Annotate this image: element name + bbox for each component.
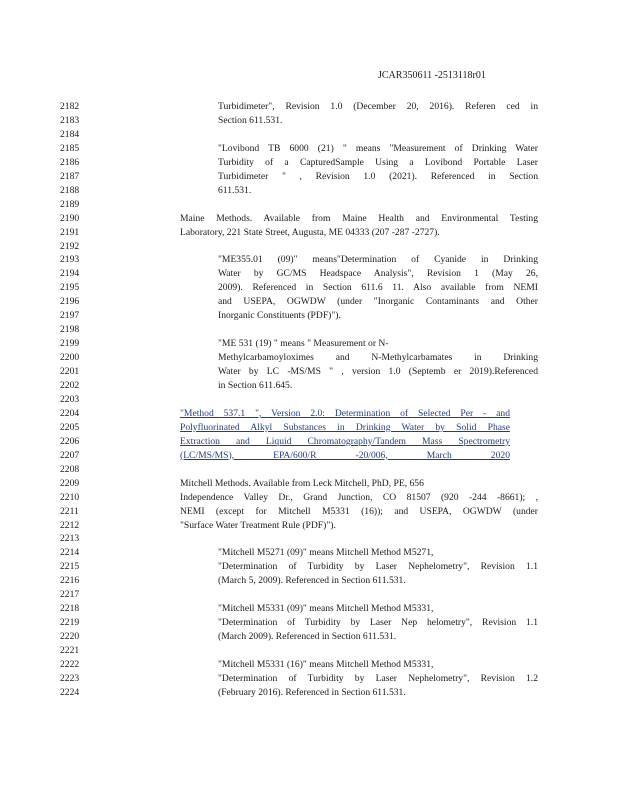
document-line (0, 184, 618, 198)
line-number: 2213 (60, 533, 80, 545)
document-line (0, 672, 618, 686)
line-text: Maine Methods. Available from Maine Health and Environmental Testing (180, 212, 538, 224)
line-text: "ME355.01 (09)" means"Determination of Cyanide in Drinking (218, 254, 538, 266)
document-line (0, 240, 618, 254)
line-number: 2221 (60, 645, 80, 657)
line-number: 2200 (60, 352, 80, 364)
line-number: 2198 (60, 324, 80, 336)
line-number: 2202 (60, 380, 80, 391)
method-537-1-link[interactable]: Extraction and Liquid Chromatography/Tandem Mass Spectrometry (180, 435, 510, 447)
method-537-1-link[interactable]: "Method 537.1 ", Version 2.0: Determination of Selected Per - and (180, 407, 510, 419)
line-number: 2186 (60, 156, 80, 168)
document-line (0, 560, 618, 574)
line-text: Water by GC/MS Headspace Analysis", Revision 1 (May 26, (218, 268, 538, 280)
document-line (0, 505, 618, 519)
line-number: 2206 (60, 435, 80, 447)
line-text: Independence Valley Dr., Grand Junction, CO 81507 (920 -244 -8661); , (180, 491, 538, 503)
line-number: 2184 (60, 128, 80, 140)
line-number: 2210 (60, 491, 80, 503)
line-text: and USEPA, OGWDW (under "Inorganic Contaminants and Other (218, 296, 538, 308)
document-line (0, 142, 618, 156)
document-line (0, 519, 618, 533)
document-line (0, 212, 618, 226)
line-number: 2204 (60, 407, 80, 419)
line-number: 2188 (60, 184, 80, 196)
line-text: 2009). Referenced in Section 611.6 11. Also available from NEMI (218, 282, 538, 294)
document-line (0, 281, 618, 295)
line-text: Methylcarbamoyloximes and N-Methylcarbamates in Drinking (218, 352, 538, 364)
line-text: "Determination of Turbidity by Laser Nephelometry", Revision 1.1 (218, 561, 538, 573)
document-line (0, 198, 618, 212)
line-text: "ME 531 (19) " means " Measurement or N- (218, 338, 389, 350)
document-line (0, 365, 618, 379)
document-line (0, 421, 618, 435)
document-line (0, 491, 618, 505)
line-number: 2215 (60, 561, 80, 573)
document-line (0, 337, 618, 351)
line-text: Turbidimeter " , Revision 1.0 (2021). Referenced in Section (218, 170, 538, 182)
line-number: 2201 (60, 366, 80, 378)
line-text: Turbidimeter", Revision 1.0 (December 20, 2016). Referen ced in (218, 101, 538, 112)
document-line (0, 435, 618, 449)
line-number: 2219 (60, 617, 80, 629)
document-line (0, 407, 618, 421)
line-text: in Section 611.645. (218, 380, 293, 391)
line-text: "Surface Water Treatment Rule (PDF)"). (180, 519, 336, 531)
document-line (0, 267, 618, 281)
line-number: 2187 (60, 170, 80, 182)
document-line (0, 546, 618, 560)
line-number: 2192 (60, 240, 80, 252)
method-537-1-link[interactable]: Polyfluorinated Alkyl Substances in Drinking Water by Solid Phase (180, 421, 510, 433)
line-text: 611.531. (218, 184, 252, 196)
line-number: 2203 (60, 393, 80, 405)
document-line (0, 156, 618, 170)
line-text: "Mitchell M5271 (09)" means Mitchell Method M5271, (218, 547, 434, 559)
line-number: 2196 (60, 296, 80, 308)
line-text: Water by LC -MS/MS " , version 1.0 (Septemb er 2019).Referenced (218, 366, 538, 378)
line-number: 2207 (60, 449, 80, 461)
document-line (0, 100, 618, 114)
line-number: 2214 (60, 547, 80, 559)
line-number: 2182 (60, 101, 80, 112)
line-text: (March 5, 2009). Referenced in Section 611.531. (218, 575, 406, 587)
line-number: 2222 (60, 659, 80, 670)
line-number: 2185 (60, 142, 80, 154)
line-number: 2190 (60, 212, 80, 224)
line-number: 2211 (60, 505, 79, 517)
document-header-id: JCAR350611 -2513118r01 (378, 70, 486, 81)
document-line (0, 686, 618, 700)
line-text: "Determination of Turbidity by Laser Nep helometry", Revision 1.1 (218, 617, 538, 629)
line-number: 2208 (60, 463, 80, 475)
line-text: "Determination of Turbidity by Laser Nephelometry", Revision 1.2 (218, 672, 538, 684)
line-number: 2220 (60, 631, 80, 643)
document-line (0, 574, 618, 588)
document-line (0, 295, 618, 309)
line-text: Laboratory, 221 State Street, Augusta, ME 04333 (207 -287 -2727). (180, 226, 440, 238)
document-line (0, 644, 618, 658)
document-line (0, 170, 618, 184)
line-text: NEMI (except for Mitchell M5331 (16)); and USEPA, OGWDW (under (180, 505, 538, 517)
document-line (0, 226, 618, 240)
document-line (0, 128, 618, 142)
document-line (0, 449, 618, 463)
line-text: Section 611.531. (218, 114, 283, 126)
line-text: Turbidity of a CapturedSample Using a Lovibond Portable Laser (218, 156, 538, 168)
line-number: 2205 (60, 421, 80, 433)
document-line (0, 658, 618, 672)
document-line (0, 463, 618, 477)
document-line (0, 602, 618, 616)
line-text: Mitchell Methods. Available from Leck Mitchell, PhD, PE, 656 (180, 477, 424, 489)
line-number: 2212 (60, 519, 80, 531)
document-line (0, 323, 618, 337)
line-text: "Mitchell M5331 (16)" means Mitchell Method M5331, (218, 659, 434, 670)
document-line (0, 379, 618, 393)
line-number: 2197 (60, 310, 80, 322)
line-number: 2194 (60, 268, 80, 280)
line-number: 2209 (60, 477, 80, 489)
method-537-1-link[interactable]: (LC/MS/MS), EPA/600/R -20/006, March 2020 (180, 449, 510, 461)
line-number: 2195 (60, 282, 80, 294)
document-line (0, 616, 618, 630)
line-number: 2193 (60, 254, 80, 266)
line-number: 2199 (60, 338, 80, 350)
document-line (0, 253, 618, 267)
document-line (0, 114, 618, 128)
line-number: 2191 (60, 226, 80, 238)
document-line (0, 588, 618, 602)
line-number: 2216 (60, 575, 80, 587)
document-line (0, 309, 618, 323)
line-number: 2183 (60, 114, 80, 126)
line-text: Inorganic Constituents (PDF)"). (218, 310, 341, 322)
document-line (0, 532, 618, 546)
line-number: 2223 (60, 672, 80, 684)
line-number: 2189 (60, 198, 80, 210)
document-line (0, 351, 618, 365)
line-text: (February 2016). Referenced in Section 611.531. (218, 686, 406, 698)
document-line (0, 393, 618, 407)
document-line (0, 630, 618, 644)
line-number: 2217 (60, 589, 80, 601)
line-text: "Mitchell M5331 (09)" means Mitchell Method M5331, (218, 603, 434, 615)
document-line (0, 477, 618, 491)
line-text: "Lovibond TB 6000 (21) " means "Measurement of Drinking Water (218, 142, 538, 154)
line-text: (March 2009). Referenced in Section 611.531. (218, 631, 397, 643)
line-number: 2218 (60, 603, 80, 615)
line-number: 2224 (60, 686, 80, 698)
